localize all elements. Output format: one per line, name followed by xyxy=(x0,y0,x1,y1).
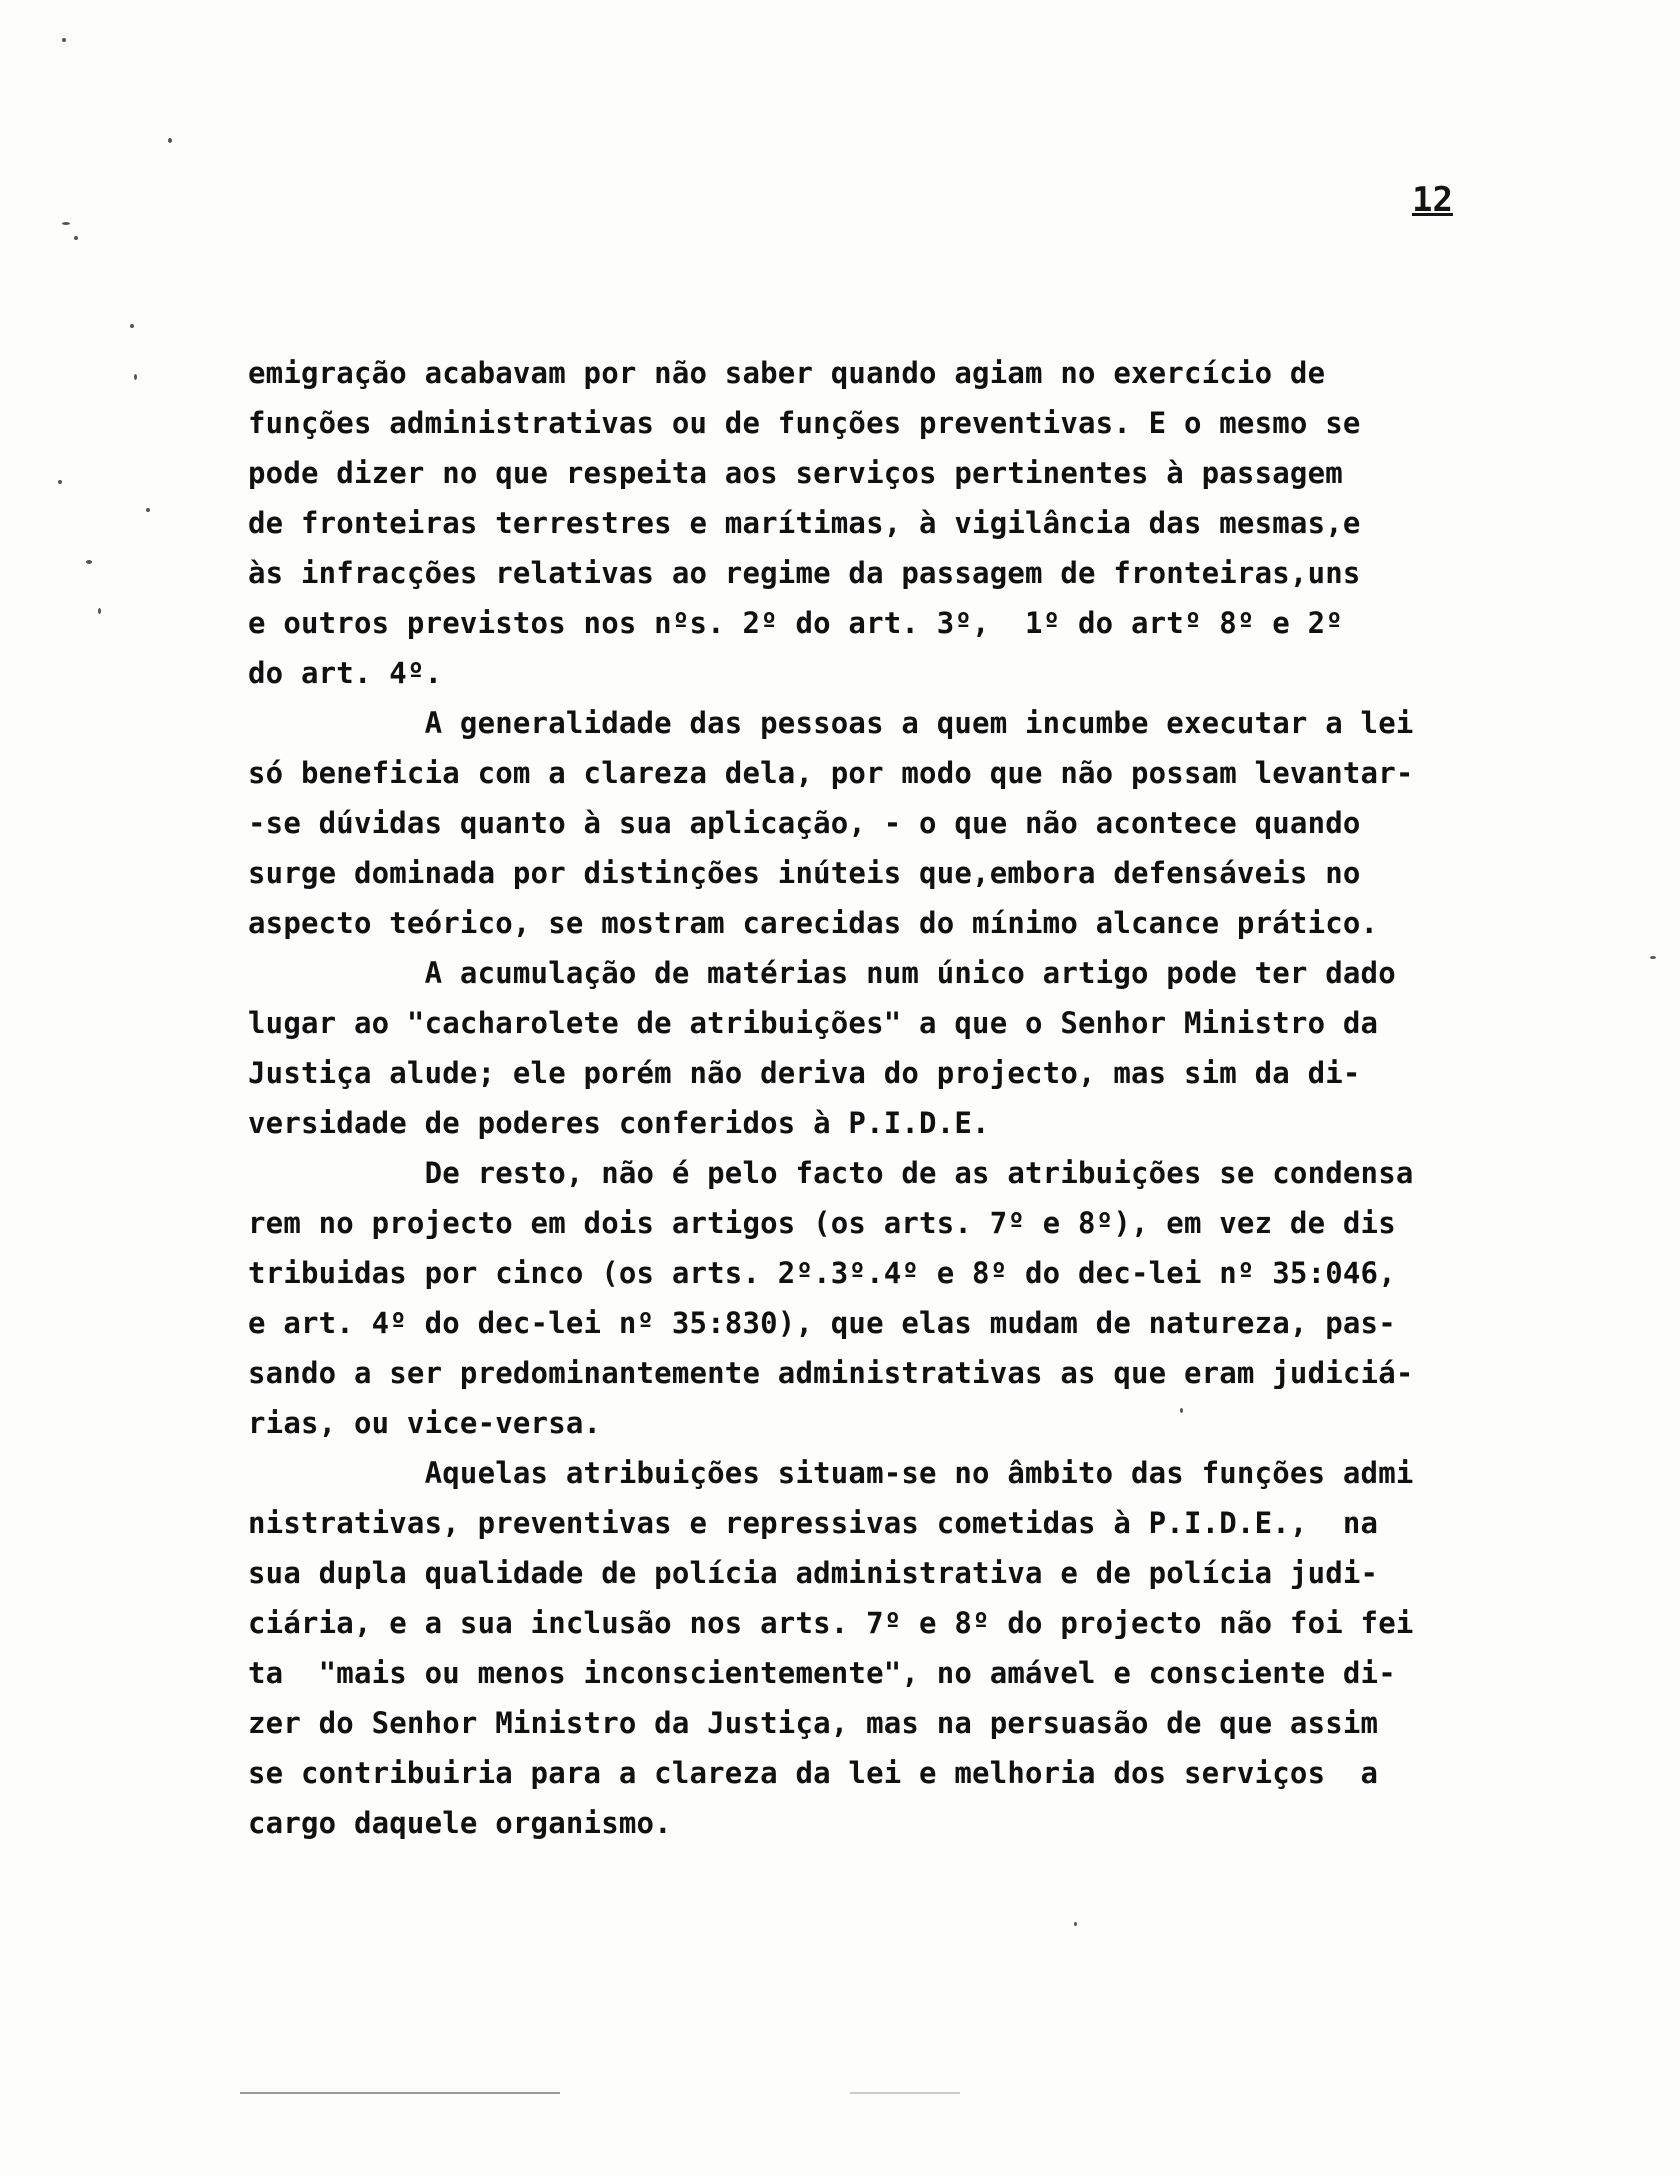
scan-speck xyxy=(168,138,172,143)
text-line: só beneficia com a clareza dela, por modo que não possam levantar- xyxy=(248,756,1414,790)
text-line: e outros previstos nos nºs. 2º do art. 3º, 1º do artº 8º e 2º xyxy=(248,606,1343,640)
scan-speck xyxy=(1650,956,1656,959)
footer-rule xyxy=(850,2092,960,2094)
text-line: nistrativas, preventivas e repressivas cometidas à P.I.D.E., na xyxy=(248,1506,1379,1540)
text-line: lugar ao "cacharolete de atribuições" a que o Senhor Ministro da xyxy=(248,1006,1379,1040)
scan-speck xyxy=(1180,1408,1183,1413)
page-number: 12 xyxy=(1412,180,1453,220)
footer-rule xyxy=(240,2092,560,2094)
scan-speck xyxy=(1074,1922,1077,1926)
text-line: rem no projecto em dois artigos (os arts. 7º e 8º), em vez de dis xyxy=(248,1206,1396,1240)
text-line: de fronteiras terrestres e marítimas, à vigilância das mesmas,e xyxy=(248,506,1361,540)
text-line: se contribuiria para a clareza da lei e melhoria dos serviços a xyxy=(248,1756,1379,1790)
text-line: e art. 4º do dec-lei nº 35:830), que elas mudam de natureza, pas- xyxy=(248,1306,1396,1340)
text-line: às infracções relativas ao regime da passagem de fronteiras,uns xyxy=(248,556,1361,590)
text-line: versidade de poderes conferidos à P.I.D.E. xyxy=(248,1106,990,1140)
text-line: -se dúvidas quanto à sua aplicação, - o que não acontece quando xyxy=(248,806,1361,840)
text-line: emigração acabavam por não saber quando agiam no exercício de xyxy=(248,356,1326,390)
text-line: cargo daquele organismo. xyxy=(248,1806,672,1840)
scan-speck xyxy=(74,236,78,240)
scan-speck xyxy=(86,560,92,564)
scan-speck xyxy=(146,508,150,512)
text-line: A acumulação de matérias num único artigo pode ter dado xyxy=(248,956,1396,990)
text-line: surge dominada por distinções inúteis que,embora defensáveis no xyxy=(248,856,1361,890)
text-line: ciária, e a sua inclusão nos arts. 7º e 8º do projecto não foi fei xyxy=(248,1606,1414,1640)
text-line: do art. 4º. xyxy=(248,656,443,690)
text-line: rias, ou vice-versa. xyxy=(248,1406,602,1440)
text-line: zer do Senhor Ministro da Justiça, mas na persuasão de que assim xyxy=(248,1706,1379,1740)
scan-speck xyxy=(134,374,137,380)
text-line: pode dizer no que respeita aos serviços pertinentes à passagem xyxy=(248,456,1343,490)
text-line: sua dupla qualidade de polícia administrativa e de polícia judi- xyxy=(248,1556,1379,1590)
text-line: aspecto teórico, se mostram carecidas do mínimo alcance prático. xyxy=(248,906,1379,940)
scan-speck xyxy=(58,480,62,484)
text-line: Justiça alude; ele porém não deriva do projecto, mas sim da di- xyxy=(248,1056,1361,1090)
text-line: A generalidade das pessoas a quem incumbe executar a lei xyxy=(248,706,1414,740)
text-line: ta "mais ou menos inconscientemente", no amável e consciente di- xyxy=(248,1656,1396,1690)
scan-speck xyxy=(62,38,66,42)
text-line: De resto, não é pelo facto de as atribuições se condensa xyxy=(248,1156,1414,1190)
scan-speck xyxy=(130,324,134,328)
text-line: tribuidas por cinco (os arts. 2º.3º.4º e 8º do dec-lei nº 35:046, xyxy=(248,1256,1396,1290)
scan-speck xyxy=(62,222,70,225)
text-line: sando a ser predominantemente administrativas as que eram judiciá- xyxy=(248,1356,1414,1390)
body-text xyxy=(248,348,1518,1848)
text-line: funções administrativas ou de funções preventivas. E o mesmo se xyxy=(248,406,1361,440)
scan-speck xyxy=(98,608,101,614)
text-line: Aquelas atribuições situam-se no âmbito das funções admi xyxy=(248,1456,1414,1490)
